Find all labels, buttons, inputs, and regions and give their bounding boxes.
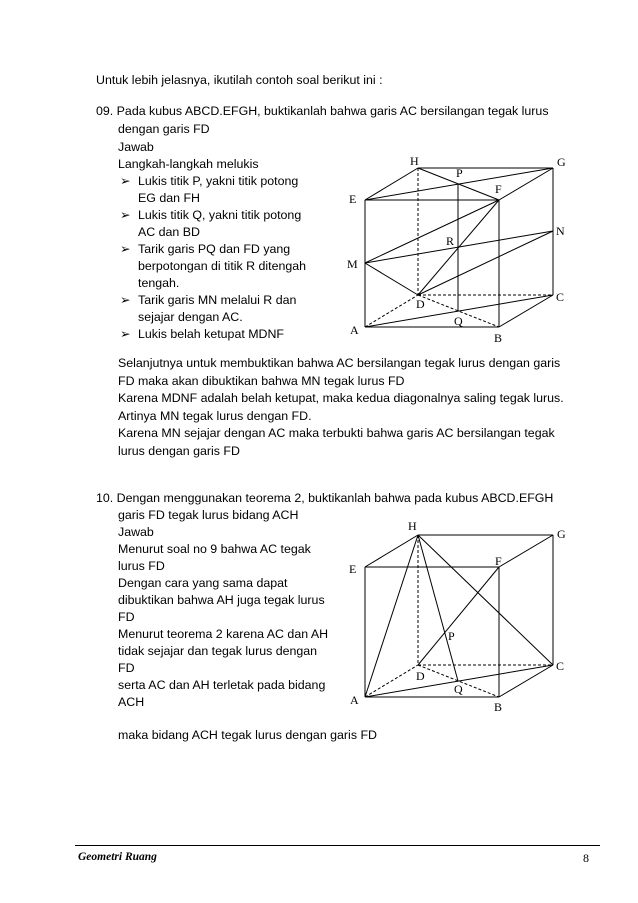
- q9-step1-line1: Lukis titik P, yakni titik potong: [138, 174, 299, 188]
- fig1-label-N: N: [556, 224, 565, 238]
- footer-rule: [75, 845, 600, 846]
- q10-statement-line1: 10. Dengan menggunakan teorema 2, buktikanlah bahwa pada kubus ABCD.EFGH: [96, 491, 554, 505]
- bullet-arrow-icon: ➢: [120, 327, 131, 341]
- q9-step4-line2: sejajar dengan AC.: [138, 310, 243, 324]
- q9-langkah-heading: Langkah-langkah melukis: [118, 157, 259, 171]
- fig2-label-F: F: [495, 554, 502, 568]
- fig2-label-A: A: [350, 693, 359, 707]
- fig2-label-B: B: [494, 700, 503, 714]
- fig2-label-E: E: [349, 562, 357, 576]
- q9-step5: Lukis belah ketupat MDNF: [138, 327, 285, 341]
- q9-jawab: Jawab: [118, 140, 154, 154]
- q10-answer-line9: serta AC dan AH terletak pada bidang: [118, 678, 326, 692]
- fig1-label-A: A: [350, 323, 359, 337]
- fig1-label-Q: Q: [454, 314, 463, 328]
- q9-proof-line4: Artinya MN tegak lurus dengan FD.: [118, 409, 312, 423]
- fig1-label-M: M: [347, 257, 358, 271]
- line-HQ: [418, 535, 458, 681]
- fig1-label-B: B: [494, 331, 503, 345]
- q9-proof-line5: Karena MN sejajar dengan AC maka terbukti bahwa garis AC bersilangan tegak: [118, 426, 555, 440]
- fig2-label-Q: Q: [454, 682, 463, 696]
- q10-answer-line7: tidak sejajar dan tegak lurus dengan: [118, 644, 318, 658]
- q10-answer-line2: lurus FD: [118, 559, 165, 573]
- q9-proof-line6: lurus dengan garis FD: [118, 444, 240, 458]
- q10-answer-line4: dibuktikan bahwa AH juga tegak lurus: [118, 593, 325, 607]
- q10-answer-line10: ACH: [118, 695, 145, 709]
- q9-step3-line3: tengah.: [138, 276, 180, 290]
- q9-statement-line1: 09. Pada kubus ABCD.EFGH, buktikanlah bahwa garis AC bersilangan tegak lurus: [96, 104, 549, 118]
- q9-proof-line2: FD maka akan dibuktikan bahwa MN tegak lurus FD: [118, 374, 405, 388]
- q10-answer-line1: Menurut soal no 9 bahwa AC tegak: [118, 542, 311, 556]
- fig1-label-R: R: [446, 234, 455, 248]
- fig1-label-E: E: [349, 192, 357, 206]
- q10-answer-line8: FD: [118, 661, 135, 675]
- bullet-arrow-icon: ➢: [120, 174, 131, 188]
- edge-FG: [499, 535, 553, 567]
- fig2-label-P: P: [448, 629, 455, 643]
- q10-answer-line6: Menurut teorema 2 karena AC dan AH: [118, 627, 329, 641]
- page-number: 8: [583, 851, 589, 865]
- fig2-label-G: G: [557, 527, 566, 541]
- fig1-label-D: D: [416, 297, 425, 311]
- q10-statement-line2: garis FD tegak lurus bidang ACH: [118, 508, 299, 522]
- q9-step3-line2: berpotongan di titik R ditengah: [138, 259, 307, 273]
- fig2-label-H: H: [408, 519, 417, 533]
- intro-text: Untuk lebih jelasnya, ikutilah contoh soal berikut ini :: [96, 73, 383, 87]
- q10-answer-line3: Dengan cara yang sama dapat: [118, 576, 288, 590]
- q9-step3-line1: Tarik garis PQ dan FD yang: [138, 242, 291, 256]
- fig1-label-C: C: [556, 290, 565, 304]
- edge-EH: [365, 535, 418, 567]
- q9-step2-line1: Lukis titik Q, yakni titik potong: [138, 208, 302, 222]
- line-HC: [418, 535, 553, 665]
- fig1-label-P: P: [456, 166, 463, 180]
- q9-proof-line1: Selanjutnya untuk membuktikan bahwa AC bersilangan tegak lurus dengan garis: [118, 356, 561, 370]
- fig2-label-D: D: [416, 669, 425, 683]
- q10-jawab: Jawab: [118, 525, 154, 539]
- line-FD: [418, 567, 499, 665]
- q10-answer-line5: FD: [118, 610, 135, 624]
- q9-step1-line2: EG dan FH: [138, 191, 200, 205]
- bullet-arrow-icon: ➢: [120, 293, 131, 307]
- q9-step4-line1: Tarik garis MN melalui R dan: [138, 293, 297, 307]
- line-HA: [365, 535, 418, 697]
- q10-conclusion: maka bidang ACH tegak lurus dengan garis FD: [118, 728, 377, 742]
- footer-title: Geometri Ruang: [78, 851, 157, 863]
- fig1-label-H: H: [410, 154, 419, 168]
- q9-proof-line3: Karena MDNF adalah belah ketupat, maka kedua diagonalnya saling tegak lurus.: [118, 391, 564, 405]
- bullet-arrow-icon: ➢: [120, 208, 131, 222]
- fig1-label-G: G: [557, 155, 566, 169]
- fig1-label-F: F: [495, 182, 502, 196]
- fig2-label-C: C: [556, 659, 565, 673]
- bullet-arrow-icon: ➢: [120, 242, 131, 256]
- q9-statement-line2: dengan garis FD: [118, 122, 210, 136]
- q9-step2-line2: AC dan BD: [138, 225, 200, 239]
